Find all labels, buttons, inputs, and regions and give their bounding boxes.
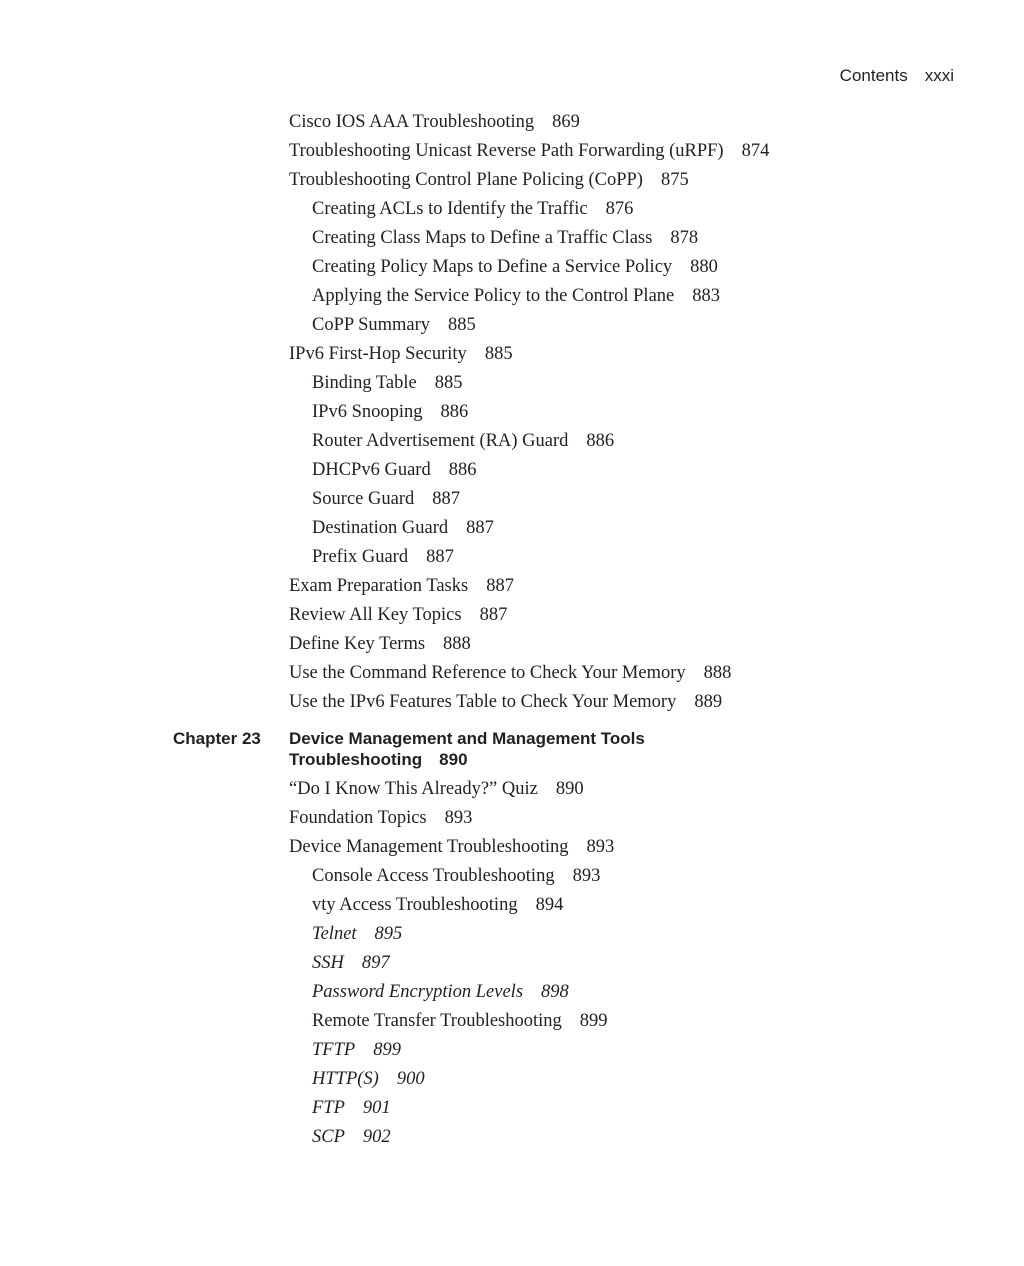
chapter-title-line-1: Device Management and Management Tools [289,729,645,748]
toc-entry-title: Exam Preparation Tasks [289,576,469,596]
toc-entry-page-number: 885 [434,373,463,393]
toc-entry[interactable] [312,371,462,395]
toc-entry[interactable] [289,835,614,859]
toc-entry[interactable] [289,777,584,801]
toc-entry-page-number: 887 [486,576,514,596]
toc-entry-title: Creating ACLs to Identify the Traffic [312,199,588,219]
toc-entry[interactable] [312,197,633,221]
toc-entry-page-number: 885 [484,344,513,364]
toc-entry-page-number: 893 [586,837,615,857]
toc-entry-title: HTTP(S) [312,1069,379,1089]
toc-entry[interactable] [312,255,718,279]
toc-entry[interactable] [289,603,507,627]
toc-entry[interactable] [312,313,476,337]
toc-entry-title: “Do I Know This Already?” Quiz [289,779,538,799]
toc-entry-page-number: 894 [535,895,564,915]
toc-entry-page-number: 869 [552,112,580,132]
toc-entry-title: Troubleshooting Unicast Reverse Path Forwarding (uRPF) [289,141,724,161]
toc-entry[interactable] [312,1096,391,1120]
toc-entry[interactable] [289,110,580,134]
toc-entry-title: Console Access Troubleshooting [312,866,555,886]
toc-entry-title: Destination Guard [312,518,449,538]
toc-entry-title: Use the IPv6 Features Table to Check Your Memory [289,692,677,712]
toc-entry-page-number: 878 [670,228,699,248]
toc-entry[interactable] [312,429,614,453]
chapter-title-line-2: Troubleshooting [289,750,423,769]
toc-entry-title: Define Key Terms [289,634,426,654]
toc-entry[interactable] [289,574,514,598]
chapter-heading[interactable] [289,728,645,770]
toc-entry-title: Binding Table [312,373,417,393]
running-head-section: Contents [839,66,908,85]
toc-entry-page-number: 899 [373,1040,401,1060]
toc-entry-page-number: 888 [703,663,732,683]
toc-entry-title: Password Encryption Levels [312,982,524,1002]
toc-entry[interactable] [289,168,689,192]
toc-entry[interactable] [312,1125,391,1149]
toc-entry-title: DHCPv6 Guard [312,460,431,480]
running-head [840,66,954,86]
toc-entry[interactable] [312,1067,425,1091]
toc-entry[interactable] [312,893,563,917]
toc-entry-page-number: 887 [466,518,494,538]
toc-entry[interactable] [312,545,454,569]
toc-entry[interactable] [312,951,390,975]
toc-entry-page-number: 897 [361,953,390,973]
toc-entry[interactable] [312,400,468,424]
toc-entry-title: Creating Class Maps to Define a Traffic Class [312,228,653,248]
toc-entry-page-number: 887 [432,489,460,509]
toc-entry-title: Foundation Topics [289,808,427,828]
toc-entry[interactable] [289,690,722,714]
toc-entry-title: Review All Key Topics [289,605,462,625]
toc-entry-title: SCP [312,1127,345,1147]
toc-entry-page-number: 898 [541,982,569,1002]
toc-entry-page-number: 900 [396,1069,425,1089]
toc-entry-page-number: 888 [443,634,471,654]
toc-entry-page-number: 902 [362,1127,391,1147]
toc-entry-page-number: 893 [572,866,601,886]
toc-entry-page-number: 880 [690,257,718,277]
toc-entry[interactable] [312,516,494,540]
toc-entry-page-number: 883 [692,286,720,306]
toc-entry[interactable] [312,864,600,888]
toc-entry-title: Cisco IOS AAA Troubleshooting [289,112,535,132]
toc-entry-title: Applying the Service Policy to the Control Plane [312,286,675,306]
toc-entry-page-number: 899 [579,1011,608,1031]
toc-entry[interactable] [312,1038,401,1062]
toc-entry[interactable] [312,1009,608,1033]
toc-entry-page-number: 874 [741,141,770,161]
toc-entry-page-number: 886 [448,460,477,480]
toc-entry-title: IPv6 First-Hop Security [289,344,467,364]
toc-entry-title: CoPP Summary [312,315,431,335]
toc-entry-title: Remote Transfer Troubleshooting [312,1011,562,1031]
toc-entry-title: IPv6 Snooping [312,402,423,422]
toc-entry-title: Telnet [312,924,357,944]
toc-entry[interactable] [289,139,769,163]
chapter-label: Chapter 23 [173,729,261,748]
toc-entry-page-number: 901 [362,1098,391,1118]
toc-entry[interactable] [312,284,720,308]
toc-entry[interactable] [289,342,513,366]
toc-entry-title: Creating Policy Maps to Define a Service Policy [312,257,673,277]
toc-entry-title: Prefix Guard [312,547,409,567]
toc-entry-title: Router Advertisement (RA) Guard [312,431,569,451]
toc-entry-page-number: 886 [586,431,615,451]
toc-entry[interactable] [312,487,460,511]
toc-entry[interactable] [312,980,569,1004]
toc-entry[interactable] [289,632,471,656]
toc-entry-title: Troubleshooting Control Plane Policing (CoPP) [289,170,643,190]
toc-entry-page-number: 886 [440,402,469,422]
toc-entry-page-number: 890 [555,779,584,799]
toc-entry[interactable] [289,806,472,830]
running-head-page-number: xxxi [924,66,954,85]
toc-entry-title: TFTP [312,1040,356,1060]
toc-entry-page-number: 885 [448,315,476,335]
toc-entry-title: vty Access Troubleshooting [312,895,518,915]
toc-entry-page-number: 893 [444,808,473,828]
toc-entry-page-number: 887 [479,605,508,625]
toc-entry[interactable] [312,458,476,482]
toc-entry-page-number: 887 [426,547,454,567]
toc-entry[interactable] [289,661,731,685]
chapter-page-number: 890 [439,750,468,769]
toc-entry-title: Device Management Troubleshooting [289,837,569,857]
toc-entry-page-number: 875 [660,170,689,190]
toc-entry-title: FTP [312,1098,345,1118]
toc-entry-title: Use the Command Reference to Check Your Memory [289,663,686,683]
toc-entry-title: SSH [312,953,344,973]
toc-entry[interactable] [312,922,402,946]
toc-entry[interactable] [312,226,698,250]
toc-entry-page-number: 895 [374,924,403,944]
toc-entry-title: Source Guard [312,489,415,509]
toc-entry-page-number: 889 [694,692,723,712]
toc-entry-page-number: 876 [605,199,634,219]
